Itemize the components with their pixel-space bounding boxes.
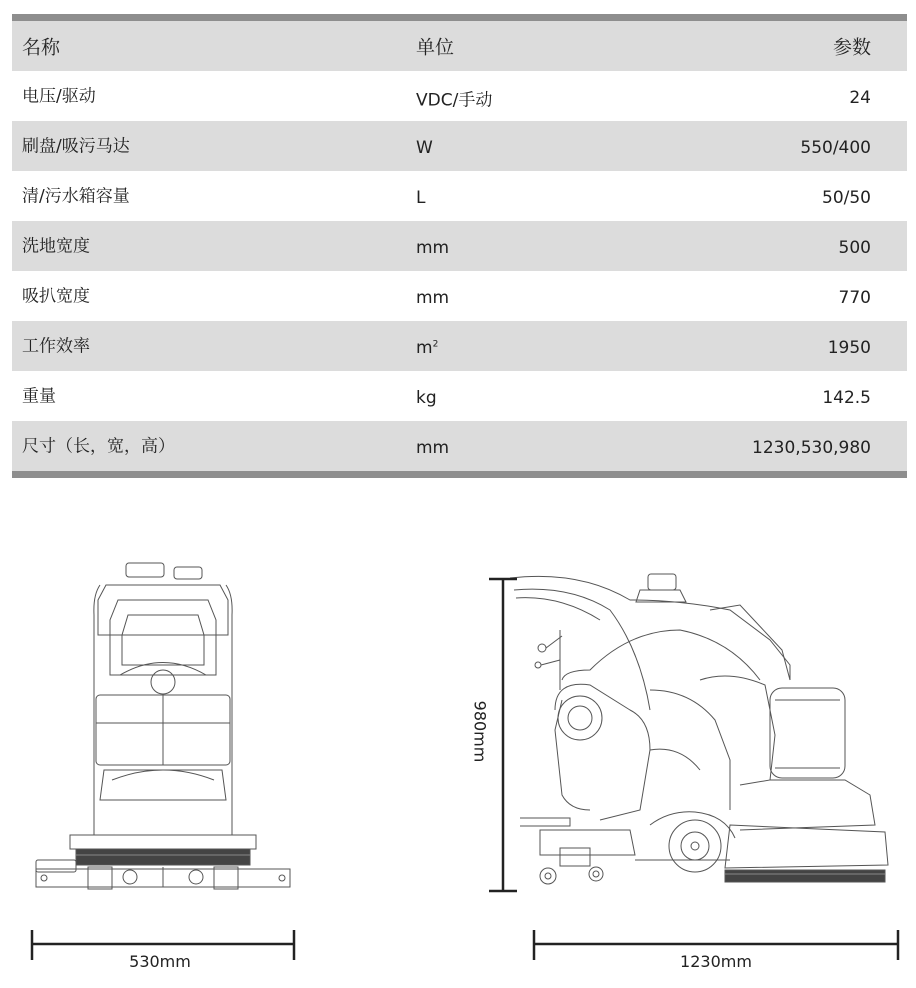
table-header-row	[12, 21, 907, 71]
header-unit: 单位	[416, 36, 455, 59]
row-unit	[416, 338, 438, 358]
row-value: 24	[849, 88, 871, 108]
row-name: 吸扒宽度	[22, 286, 90, 307]
table-row	[12, 171, 907, 221]
table-bottom-rule	[12, 471, 907, 478]
side-view-drawing	[500, 570, 900, 890]
row-value: 1230,530,980	[752, 438, 871, 458]
row-name: 洗地宽度	[22, 236, 90, 257]
table-row	[12, 321, 907, 371]
row-unit: W	[416, 138, 433, 158]
row-value: 50/50	[822, 188, 871, 208]
table-row	[12, 121, 907, 171]
row-unit: mm	[416, 238, 450, 258]
table-row	[12, 371, 907, 421]
spec-table	[12, 14, 907, 478]
row-value: 770	[838, 288, 871, 308]
unit-base: m	[416, 338, 433, 358]
unit-superscript: 2	[432, 339, 439, 350]
table-row	[12, 71, 907, 121]
height-dimension-line	[485, 575, 520, 895]
table-row	[12, 421, 907, 471]
table-row	[12, 221, 907, 271]
row-unit: mm	[416, 438, 450, 458]
front-view-drawing	[28, 555, 298, 895]
length-dimension-label: 1230mm	[680, 952, 752, 971]
row-name: 重量	[22, 386, 56, 407]
row-value: 550/400	[800, 138, 871, 158]
row-name: 清/污水箱容量	[22, 186, 130, 207]
row-unit: kg	[416, 388, 437, 408]
row-unit: VDC/手动	[416, 90, 493, 111]
row-unit: L	[416, 188, 426, 208]
header-param: 参数	[832, 36, 871, 59]
header-name: 名称	[22, 36, 61, 59]
row-name: 刷盘/吸污马达	[22, 136, 130, 157]
row-name: 工作效率	[22, 336, 90, 357]
height-dimension-label: 980mm	[470, 700, 490, 763]
width-dimension-label: 530mm	[129, 952, 191, 971]
table-row	[12, 271, 907, 321]
row-unit: mm	[416, 288, 450, 308]
row-value: 500	[838, 238, 871, 258]
table-top-rule	[12, 14, 907, 21]
row-value: 142.5	[822, 388, 871, 408]
row-name: 电压/驱动	[22, 86, 96, 107]
row-value: 1950	[827, 338, 871, 358]
row-name: 尺寸（长，宽，高）	[22, 436, 175, 457]
